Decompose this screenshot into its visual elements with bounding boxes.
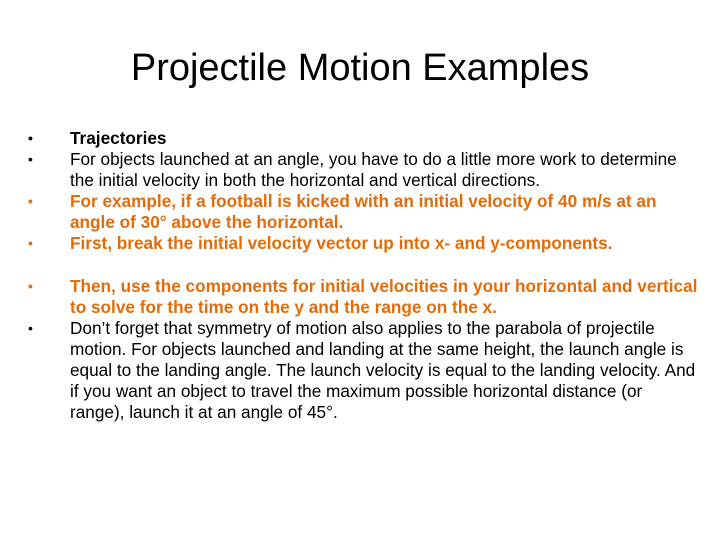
bullet-text: Then, use the components for initial velocities in your horizontal and vertical to solve for the time on the y and the range on the x.	[70, 276, 698, 317]
bullet-text: Don’t forget that symmetry of motion also applies to the parabola of projectile motion. For objects launched and landing at the same height, the launch angle is equal to the landing angle. The launch velocity is equal to the landing velocity. And if you want an object to travel the maximum possible horizontal distance (or range), launch it at an angle of 45°.	[70, 318, 696, 422]
bullet-dot-icon: •	[28, 235, 33, 251]
bullet-dot-icon: •	[28, 278, 33, 294]
bullet-text: For example, if a football is kicked with an initial velocity of 40 m/s at an angle of 30° above the horizontal.	[70, 191, 657, 232]
bullet-break-components	[28, 233, 698, 254]
bullet-dot-icon: •	[28, 320, 33, 336]
bullet-spacer	[28, 254, 698, 276]
bullet-text: For objects launched at an angle, you have to do a little more work to determine the initial velocity in both the horizontal and vertical directions.	[70, 149, 677, 190]
bullet-use-components	[28, 276, 698, 318]
bullet-football-example	[28, 191, 698, 233]
bullet-list	[28, 128, 698, 423]
bullet-dot-icon: •	[28, 151, 33, 167]
slide-title: Projectile Motion Examples	[130, 47, 590, 89]
bullet-text: Trajectories	[70, 128, 167, 148]
bullet-dot-icon: •	[28, 130, 33, 146]
bullet-angle-launch	[28, 149, 698, 191]
bullet-text: First, break the initial velocity vector up into x- and y-components.	[70, 233, 613, 253]
bullet-trajectories	[28, 128, 698, 149]
bullet-dot-icon: •	[28, 193, 33, 209]
bullet-symmetry	[28, 318, 698, 423]
